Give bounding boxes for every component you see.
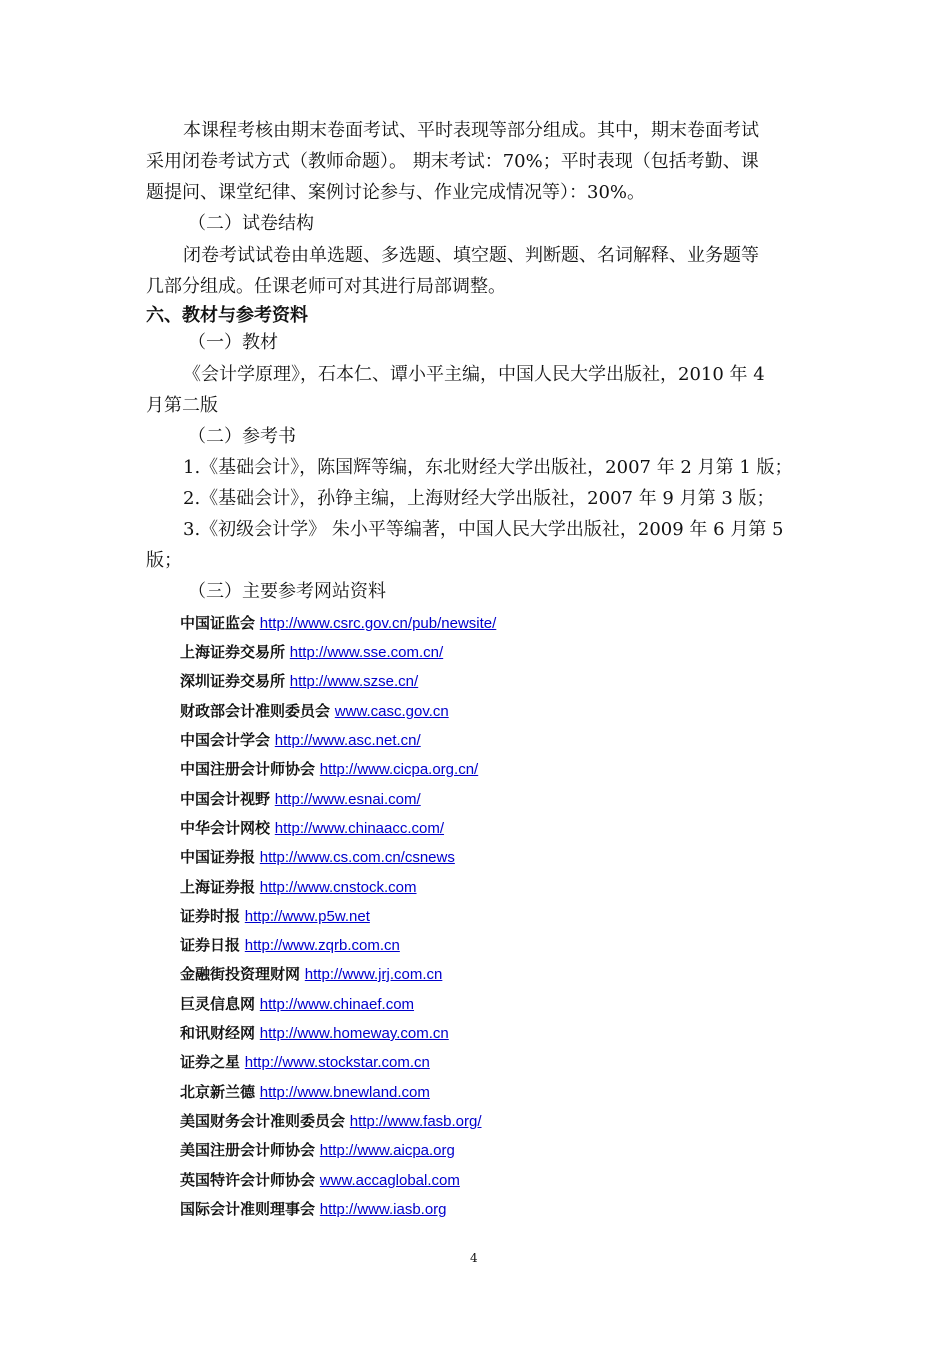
exam-structure-subheading: （二）试卷结构 [188, 213, 314, 234]
website-row [180, 1052, 430, 1073]
website-link[interactable]: http://www.cs.com.cn/csnews [259, 849, 455, 866]
reference-book-3-line-1: 3.《初级会计学》 朱小平等编著，中国人民大学出版社，2009 年 6 月第 5 [183, 519, 784, 540]
website-row [180, 877, 417, 898]
website-name: 证券之星 [180, 1053, 241, 1071]
website-row [180, 994, 414, 1015]
website-row [180, 759, 478, 780]
website-row [180, 671, 418, 692]
website-link[interactable]: http://www.chinaacc.com/ [274, 820, 445, 837]
textbook-subheading: （一）教材 [188, 332, 278, 353]
website-name: 中国注册会计师协会 [180, 760, 316, 778]
assessment-paragraph-line-1: 本课程考核由期末卷面考试、平时表现等部分组成。其中，期末卷面考试 [183, 120, 759, 141]
exam-structure-paragraph-line-1: 闭卷考试试卷由单选题、多选题、填空题、判断题、名词解释、业务题等 [183, 245, 759, 266]
website-name: 北京新兰德 [180, 1083, 256, 1101]
website-row [180, 789, 421, 810]
website-name: 中国证券报 [180, 848, 256, 866]
websites-subheading: （三）主要参考网站资料 [188, 581, 386, 602]
website-link[interactable]: http://www.sse.com.cn/ [289, 644, 444, 661]
website-name: 美国注册会计师协会 [180, 1141, 316, 1159]
website-link[interactable]: http://www.fasb.org/ [349, 1113, 482, 1130]
website-row [180, 1140, 455, 1161]
reference-book-3-line-2: 版； [146, 550, 182, 571]
website-row [180, 1170, 460, 1191]
website-name: 财政部会计准则委员会 [180, 702, 331, 720]
website-name: 国际会计准则理事会 [180, 1200, 316, 1218]
website-name: 深圳证券交易所 [180, 672, 286, 690]
website-row [180, 1082, 430, 1103]
website-link[interactable]: http://www.homeway.com.cn [259, 1025, 449, 1042]
assessment-paragraph-line-2: 采用闭卷考试方式（教师命题）。 期末考试：70%；平时表现（包括考勤、课 [146, 151, 759, 172]
website-name: 美国财务会计准则委员会 [180, 1112, 346, 1130]
website-link[interactable]: http://www.stockstar.com.cn [244, 1054, 430, 1071]
website-name: 证券时报 [180, 907, 241, 925]
website-name: 英国特许会计师协会 [180, 1171, 316, 1189]
website-row [180, 1023, 449, 1044]
website-row [180, 730, 421, 751]
website-row [180, 818, 444, 839]
website-link[interactable]: http://www.aicpa.org [319, 1142, 455, 1159]
website-name: 中华会计网校 [180, 819, 271, 837]
website-name: 上海证券交易所 [180, 643, 286, 661]
website-row [180, 1111, 482, 1132]
website-link[interactable]: http://www.esnai.com/ [274, 791, 421, 808]
website-row [180, 701, 449, 722]
website-link[interactable]: http://www.bnewland.com [259, 1084, 430, 1101]
website-row [180, 613, 496, 634]
reference-books-subheading: （二）参考书 [188, 426, 296, 447]
website-row [180, 964, 442, 985]
reference-book-1: 1.《基础会计》，陈国辉等编，东北财经大学出版社，2007 年 2 月第 1 版； [183, 457, 793, 478]
website-link[interactable]: http://www.zqrb.com.cn [244, 937, 400, 954]
website-name: 上海证券报 [180, 878, 256, 896]
website-row [180, 642, 443, 663]
textbook-line-2: 月第二版 [146, 395, 218, 416]
website-name: 金融街投资理财网 [180, 965, 301, 983]
website-link[interactable]: http://www.iasb.org [319, 1201, 447, 1218]
exam-structure-paragraph-line-2: 几部分组成。任课老师可对其进行局部调整。 [146, 276, 506, 297]
website-link[interactable]: http://www.chinaef.com [259, 996, 415, 1013]
assessment-paragraph-line-3: 题提问、课堂纪律、案例讨论参与、作业完成情况等）：30%。 [146, 182, 646, 203]
website-name: 中国证监会 [180, 614, 256, 632]
website-link[interactable]: http://www.csrc.gov.cn/pub/newsite/ [259, 615, 497, 632]
website-row [180, 906, 370, 927]
website-link[interactable]: http://www.jrj.com.cn [304, 966, 443, 983]
website-link[interactable]: http://www.cnstock.com [259, 879, 417, 896]
website-name: 和讯财经网 [180, 1024, 256, 1042]
website-row [180, 935, 400, 956]
website-link[interactable]: http://www.cicpa.org.cn/ [319, 761, 479, 778]
website-name: 中国会计视野 [180, 790, 271, 808]
page-number: 4 [470, 1251, 478, 1265]
website-link[interactable]: http://www.asc.net.cn/ [274, 732, 421, 749]
website-name: 证券日报 [180, 936, 241, 954]
website-name: 巨灵信息网 [180, 995, 256, 1013]
website-link[interactable]: http://www.szse.cn/ [289, 673, 419, 690]
textbook-line-1: 《会计学原理》，石本仁、谭小平主编，中国人民大学出版社，2010 年 4 [183, 364, 765, 385]
website-name: 中国会计学会 [180, 731, 271, 749]
reference-book-2: 2.《基础会计》，孙铮主编，上海财经大学出版社，2007 年 9 月第 3 版； [183, 488, 775, 509]
section-6-heading: 六、教材与参考资料 [146, 305, 308, 326]
website-link[interactable]: http://www.p5w.net [244, 908, 370, 925]
website-row [180, 847, 455, 868]
website-link[interactable]: www.casc.gov.cn [334, 703, 449, 720]
website-link[interactable]: www.accaglobal.com [319, 1172, 460, 1189]
website-row [180, 1199, 447, 1220]
